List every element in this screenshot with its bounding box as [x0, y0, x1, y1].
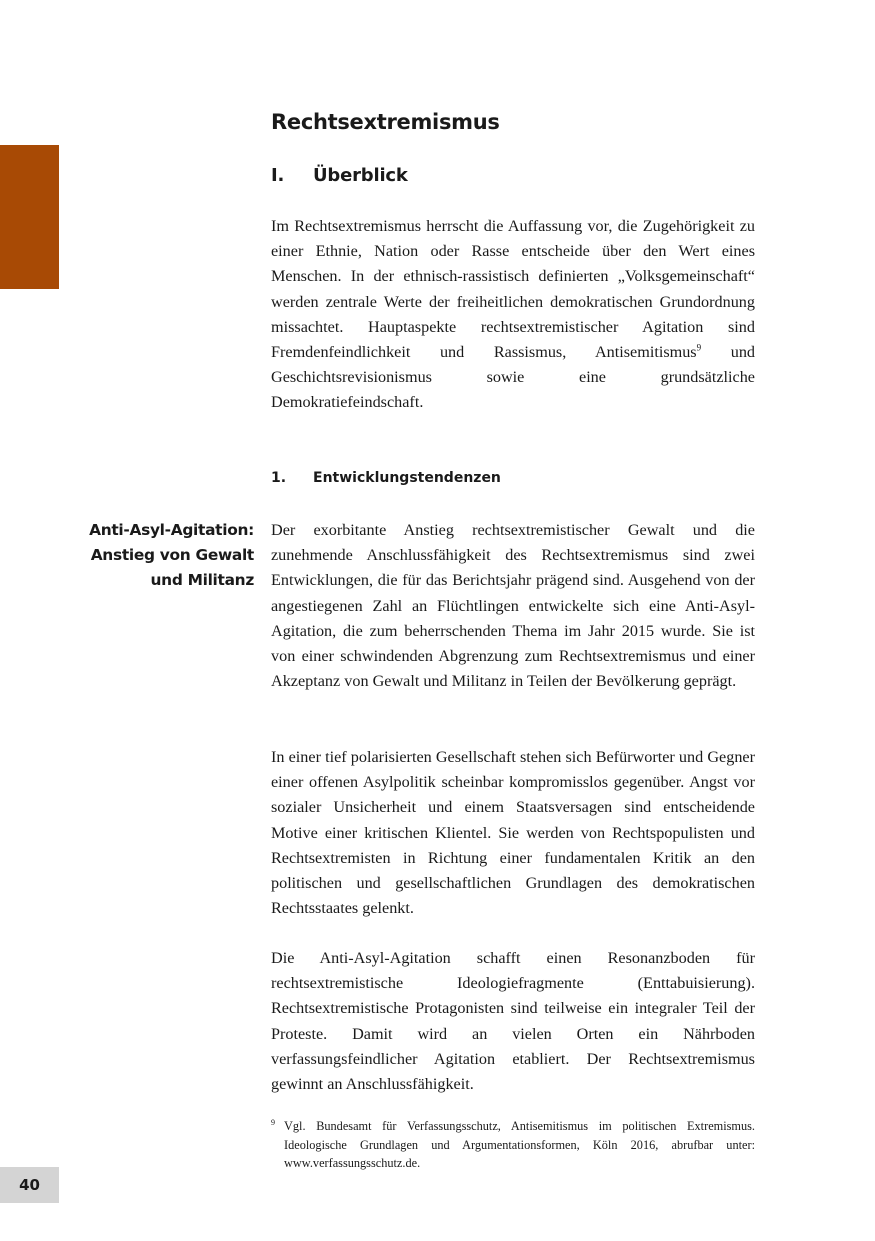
footnote-reference[interactable]: 9: [696, 342, 702, 353]
footnote: [271, 1117, 755, 1173]
intro-paragraph: [271, 214, 755, 416]
chapter-tab-marker: [0, 145, 59, 289]
margin-note: [60, 518, 254, 594]
section-title: Überblick: [313, 165, 408, 186]
footnote-mark: 9: [271, 1118, 275, 1127]
body-paragraph-1: Der exorbitante Anstieg rechtsextremistischer Gewalt und die zunehmende Anschlussfähigkeit des Rechtsextremismus sind zwei Entwicklungen, die für das Berichtsjahr prägend sind. Ausgehend von der angestiegenen Zahl an Flüchtlingen entwickelte sich eine Anti-Asyl-Agitation, die zum beherrschenden Thema im Jahr 2015 wurde. Sie ist von einer schwindenden Abgrenzung zum Rechtsextremismus und einer Akzeptanz von Gewalt und Militanz in Teilen der Bevölkerung geprägt.: [271, 521, 755, 691]
subsection-heading: [271, 470, 501, 486]
section-number: I.: [271, 165, 285, 186]
footnote-text: Vgl. Bundesamt für Verfassungsschutz, Antisemitismus im politischen Extremismus. Ideologische Grundlagen und Argumentationsformen, Köln 2016, abrufbar unter: www.verfassungsschutz.de.: [284, 1119, 755, 1170]
margin-note-line: Anstieg von Gewalt: [90, 546, 254, 565]
subsection-number: 1.: [271, 470, 287, 486]
subsection-title: Entwicklungstendenzen: [313, 470, 501, 486]
body-paragraph-2: In einer tief polarisierten Gesellschaft stehen sich Befürworter und Gegner einer offenen Asylpolitik scheinbar kompromisslos gegenüber. Angst vor sozialer Unsicherheit und einem Staatsversagen sind entscheidende Motive einer kritischen Klientel. Sie werden von Rechtspopulisten und Rechtsextremisten in Richtung einer fundamentalen Kritik an den politischen und gesellschaftlichen Grundlagen des demokratischen Rechtsstaates gelenkt.: [271, 748, 755, 918]
intro-text-after: und Geschichtsrevisionismus sowie eine grundsätzliche Demokratiefeindschaft.: [271, 343, 755, 412]
margin-note-line: Anti-Asyl-Agitation:: [89, 521, 254, 539]
body-paragraph-3: Die Anti-Asyl-Agitation schafft einen Resonanzboden für rechtsextremistische Ideologiefragmente (Enttabuisierung). Rechtsextremistische Protagonisten sind teilweise ein integraler Teil der Proteste. Damit wird an vielen Orten ein Nährboden verfassungsfeindlicher Agitation etabliert. Der Rechtsextremismus gewinnt an Anschlussfähigkeit.: [271, 949, 755, 1094]
page-number: 40: [0, 1167, 59, 1203]
intro-text-before: Im Rechtsextremismus herrscht die Auffassung vor, die Zugehörigkeit zu einer Ethnie, Nation oder Rasse entscheide über den Wert eines Menschen. In der ethnisch-rassistisch definierten „Volksgemeinschaft“ werden zentrale Werte der freiheitlichen demokratischen Grundordnung missachtet. Hauptaspekte rechtsextremistischer Agitation sind Fremdenfeindlichkeit und Rassismus, Antisemitismus: [271, 217, 755, 362]
page-title: Rechtsextremismus: [271, 110, 500, 134]
margin-note-line: und Militanz: [150, 571, 254, 590]
section-heading: [271, 165, 408, 186]
